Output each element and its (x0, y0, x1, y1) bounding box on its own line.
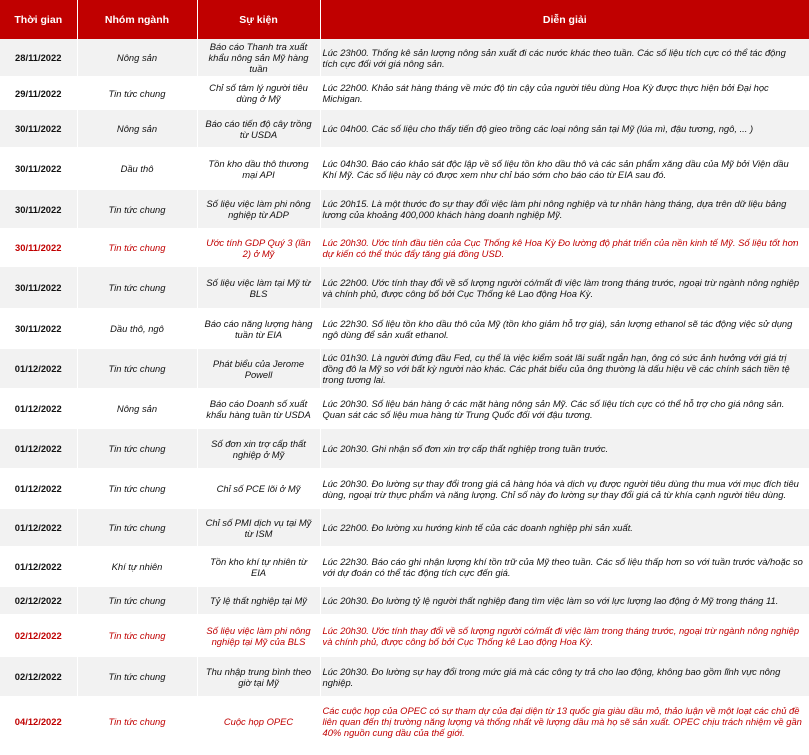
row-event: Phát biểu của Jerome Powell (197, 349, 320, 389)
row-date: 28/11/2022 (0, 39, 77, 77)
row-group: Dầu thô, ngô (77, 309, 197, 349)
row-event: Thu nhập trung bình theo giờ tại Mỹ (197, 657, 320, 697)
row-event: Chỉ số tâm lý người tiêu dùng ở Mỹ (197, 77, 320, 110)
row-description: Lúc 22h00. Đo lường xu hướng kinh tế của các doanh nghiệp phi sản xuất. (322, 522, 633, 533)
row-group: Tin tức chung (77, 587, 197, 615)
row-group: Tin tức chung (77, 697, 197, 747)
row-description: Lúc 20h30. Ước tính thay đổi về số lượng người có/mất đi việc làm trong tháng trước, ngoại trừ ngành nông nghiệp và chính phủ, được công bố bởi Cục Thống kê Lao động Hoa Kỳ. (322, 624, 800, 647)
header-description: Diễn giải (542, 13, 587, 26)
row-group: Dầu thô (77, 148, 197, 190)
row-description: Lúc 04h30. Báo cáo khảo sát độc lập về số liệu tồn kho dầu thô và các sản phẩm xăng dầu của Mỹ bởi Viện dầu Khí Mỹ. Các số liệu này có được xem như chỉ báo sớm cho báo cáo từ EIA sau đó. (322, 157, 789, 180)
row-group: Nông sản (77, 39, 197, 77)
table-row-highlighted (0, 697, 809, 747)
row-event: Số liệu việc làm phi nông nghiệp từ ADP (197, 190, 320, 229)
table-row (0, 349, 809, 389)
row-date: 02/12/2022 (0, 587, 77, 615)
table-row (0, 657, 809, 697)
row-description: Lúc 20h30. Ước tính đầu tiên của Cục Thống kê Hoa Kỳ Đo lường độ phát triển của nền kinh tế Mỹ. Số liệu tốt hơn dự kiến có thể thúc đẩy tăng giá đồng USD. (322, 236, 799, 259)
row-description: Lúc 20h30. Số liệu bán hàng ở các mặt hàng nông sản Mỹ. Các số liệu tích cực có thể hỗ trợ cho giá nông sản. Quan sát các số liệu mua hàng từ Trung Quốc đối với đậu tương. (322, 397, 785, 420)
row-date: 30/11/2022 (0, 148, 77, 190)
table-row (0, 389, 809, 429)
row-group: Nông sản (77, 110, 197, 148)
row-group: Tin tức chung (77, 469, 197, 509)
table-row-highlighted (0, 615, 809, 657)
table-row (0, 39, 809, 77)
table-row (0, 77, 809, 110)
row-date: 29/11/2022 (0, 77, 77, 110)
table-row (0, 429, 809, 469)
header-group: Nhóm ngành (77, 0, 197, 39)
row-group: Khí tự nhiên (77, 547, 197, 587)
row-description: Lúc 22h30. Báo cáo ghi nhận lượng khí tồn trữ của Mỹ theo tuần. Các số liệu thấp hơn so với tuần trước và/hoặc so với dự đoán có thể tác động tích cực đến giá. (322, 555, 803, 578)
header-time: Thời gian (0, 0, 77, 39)
row-date: 01/12/2022 (0, 469, 77, 509)
row-description: Lúc 23h00. Thống kê sản lượng nông sản xuất đi các nước khác theo tuần. Các số liệu tích cực có thể tác động tích cực đối với giá nông sản. (322, 46, 786, 69)
row-group: Nông sản (77, 389, 197, 429)
row-event: Cuộc họp OPEC (197, 697, 320, 747)
row-event: Tỷ lệ thất nghiệp tại Mỹ (197, 587, 320, 615)
row-date: 01/12/2022 (0, 389, 77, 429)
row-description: Lúc 20h30. Đo lường tỷ lệ người thất nghiệp đang tìm việc làm so với lực lượng lao động ở Mỹ trong tháng 11. (322, 595, 779, 606)
row-group: Tin tức chung (77, 615, 197, 657)
table-row (0, 309, 809, 349)
row-date: 30/11/2022 (0, 267, 77, 309)
row-date: 04/12/2022 (0, 697, 77, 747)
row-event: Báo cáo năng lượng hàng tuần từ EIA (197, 309, 320, 349)
row-event: Số liệu việc làm tại Mỹ từ BLS (197, 267, 320, 309)
row-description: Lúc 01h30. Là người đứng đầu Fed, cụ thể là việc kiểm soát lãi suất ngắn hạn, ông có sức ảnh hưởng với giá trị đồng đô la Mỹ so với bất kỳ người nào khác. Các phát biểu của ông thường là dấu hiệu về các chính sách tiền tệ trong tương lai. (322, 352, 790, 385)
row-event: Số đơn xin trợ cấp thất nghiệp ở Mỹ (197, 429, 320, 469)
row-event: Ước tính GDP Quý 3 (lần 2) ở Mỹ (197, 229, 320, 267)
table-row (0, 509, 809, 547)
row-description: Lúc 20h30. Ghi nhận số đơn xin trợ cấp thất nghiệp trong tuần trước. (322, 443, 609, 454)
table-header (0, 0, 809, 39)
row-date: 02/12/2022 (0, 657, 77, 697)
table-row (0, 110, 809, 148)
row-description: Lúc 22h30. Số liệu tồn kho dầu thô của Mỹ (tồn kho giảm hỗ trợ giá), sản lượng ethanol sẽ tác động việc sử dụng ngô dùng để sản xuất ethanol. (322, 317, 793, 340)
table-row (0, 267, 809, 309)
row-description: Lúc 04h00. Các số liệu cho thấy tiến độ gieo trồng các loại nông sản tại Mỹ (lúa mì, đậu tương, ngô, ... ) (322, 123, 754, 134)
row-date: 30/11/2022 (0, 229, 77, 267)
table-body (0, 39, 809, 747)
header-event: Sự kiện (197, 0, 320, 39)
row-event: Báo cáo Thanh tra xuất khẩu nông sản Mỹ hàng tuần (197, 39, 320, 77)
table-row (0, 190, 809, 229)
row-group: Tin tức chung (77, 267, 197, 309)
row-date: 01/12/2022 (0, 429, 77, 469)
row-group: Tin tức chung (77, 229, 197, 267)
row-description: Lúc 20h15. Là một thước đo sự thay đổi việc làm phi nông nghiệp và tư nhân hàng tháng, dựa trên dữ liệu bảng lương của khoảng 400,000 khách hàng doanh nghiệp Mỹ. (322, 198, 787, 220)
row-event: Chỉ số PCE lõi ở Mỹ (197, 469, 320, 509)
row-description: Các cuộc họp của OPEC có sự tham dự của đại diện từ 13 quốc gia giàu dầu mỏ, thảo luận về một loạt các chủ đề liên quan đến thị trường năng lượng và thống nhất về lượng dầu mà họ sẽ sản xuất. OPEC chịu trách nhiệm về gần 40% nguồn cung dầu của thế giới. (322, 705, 802, 738)
row-date: 01/12/2022 (0, 349, 77, 389)
row-date: 01/12/2022 (0, 509, 77, 547)
row-description: Lúc 22h00. Khảo sát hàng tháng về mức độ tin cậy của người tiêu dùng Hoa Kỳ được thực hiện bởi Đại học Michigan. (322, 82, 769, 104)
row-event: Tồn kho khí tự nhiên từ EIA (197, 547, 320, 587)
table-row (0, 547, 809, 587)
row-group: Tin tức chung (77, 509, 197, 547)
row-group: Tin tức chung (77, 349, 197, 389)
row-group: Tin tức chung (77, 429, 197, 469)
row-date: 02/12/2022 (0, 615, 77, 657)
row-group: Tin tức chung (77, 657, 197, 697)
table-row-highlighted (0, 229, 809, 267)
table-row (0, 469, 809, 509)
row-event: Chỉ số PMI dịch vụ tại Mỹ từ ISM (197, 509, 320, 547)
row-description: Lúc 22h00. Ước tính thay đổi về số lượng người có/mất đi việc làm trong tháng trước, ngoại trừ ngành nông nghiệp và chính phủ, được công bố bởi Cục Thống kê Lao động Hoa Kỳ. (322, 276, 800, 299)
table-row (0, 587, 809, 615)
row-event: Số liệu việc làm phi nông nghiệp tại Mỹ của BLS (197, 615, 320, 657)
row-description: Lúc 20h30. Đo lường sự hay đổi trong mức giá mà các công ty trả cho lao động, không bao gồm lĩnh vực nông nghiệp. (322, 665, 781, 688)
row-date: 30/11/2022 (0, 190, 77, 229)
row-date: 30/11/2022 (0, 110, 77, 148)
table-row (0, 148, 809, 190)
row-event: Báo cáo Doanh số xuất khẩu hàng tuần từ USDA (197, 389, 320, 429)
row-description: Lúc 20h30. Đo lường sự thay đổi trong giá cả hàng hóa và dịch vụ được người tiêu dùng thu mua với mục đích tiêu dùng, ngoại trừ thực phẩm và năng lượng. Chỉ số này đo lường sự thay đổi giá cả từ khía cạnh người tiêu dùng. (322, 477, 799, 500)
row-event: Báo cáo tiến độ cây trồng từ USDA (197, 110, 320, 148)
row-date: 30/11/2022 (0, 309, 77, 349)
row-group: Tin tức chung (77, 190, 197, 229)
header-row (0, 0, 809, 39)
row-group: Tin tức chung (77, 77, 197, 110)
row-date: 01/12/2022 (0, 547, 77, 587)
row-event: Tồn kho dầu thô thương mại API (197, 148, 320, 190)
